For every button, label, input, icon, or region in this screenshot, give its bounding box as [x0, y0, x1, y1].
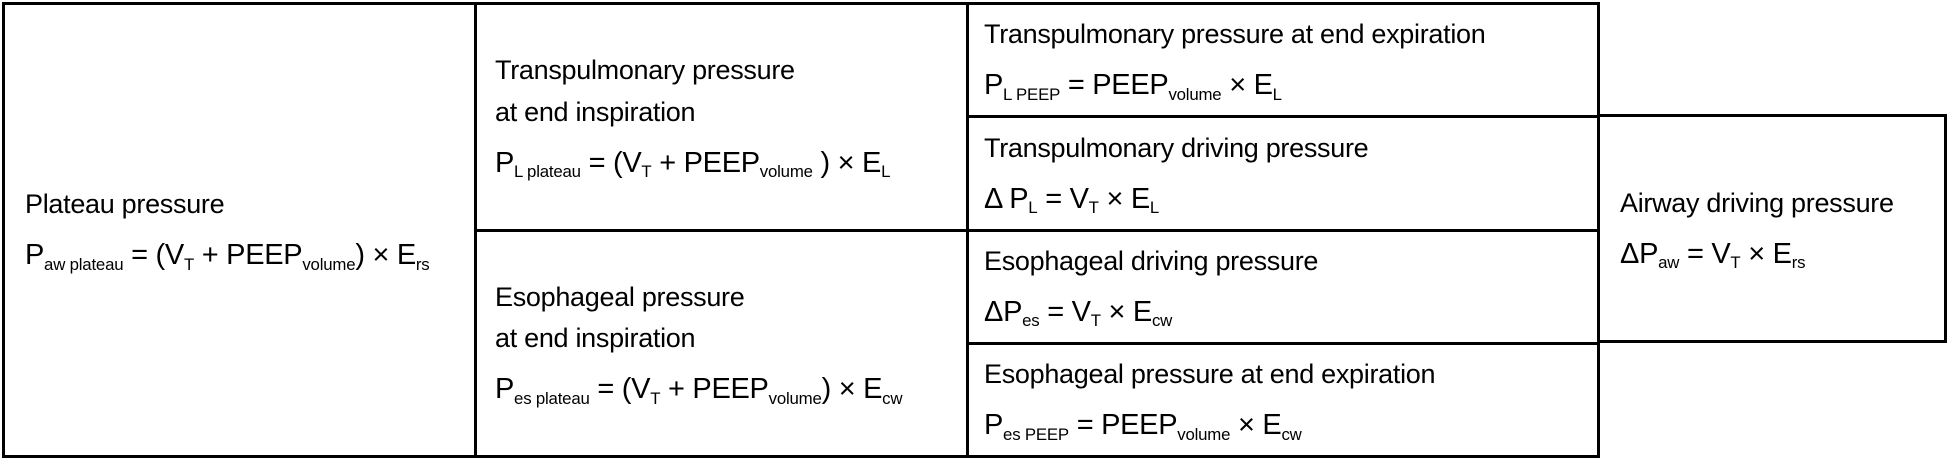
column-end-inspiration: [474, 5, 966, 455]
cell-formula: $\Delta P_{es} = V_T \times E_{cw}$: [984, 295, 1173, 331]
cell-esophageal-driving-pressure: [969, 229, 1597, 342]
column-expiration-driving: [966, 5, 1597, 455]
cell-esophageal-end-inspiration: [477, 229, 966, 456]
cell-title: Esophageal driving pressure: [984, 245, 1319, 276]
cell-transpulmonary-driving-pressure: [969, 115, 1597, 228]
cell-formula: $P_{es plateau} = (V_T$ + $PEEP_{volume}) \times E_{cw}$: [495, 373, 903, 408]
cell-esophageal-end-expiration: [969, 342, 1597, 455]
cell-formula: $\Delta P_{aw} = V_T \times E_{rs}$: [1620, 237, 1806, 273]
cell-formula: $P_{L PEEP}$ = $PEEP_{volume} \times E_L$: [984, 69, 1282, 104]
cell-title: Airway driving pressure: [1620, 187, 1894, 218]
main-table: [2, 2, 1600, 458]
cell-title: Transpulmonary pressure at end expiration: [984, 19, 1486, 50]
cell-title: at end inspiration: [495, 323, 696, 354]
cell-formula: $P_{es PEEP}$ = $PEEP_{volume} \times E_{cw}$: [984, 409, 1302, 444]
column-plateau: [5, 5, 474, 455]
cell-transpulmonary-end-inspiration: [477, 5, 966, 229]
cell-formula: $P_{L plateau} = (V_T$ + $PEEP_{volume}$ ) × $E_L$: [495, 146, 891, 182]
cell-title: Transpulmonary pressure: [495, 55, 795, 86]
cell-title: Transpulmonary driving pressure: [984, 132, 1369, 163]
cell-airway-driving-pressure: [1597, 114, 1947, 343]
cell-title: Esophageal pressure: [495, 281, 745, 312]
cell-plateau-pressure: [5, 5, 474, 455]
cell-title: at end inspiration: [495, 96, 696, 127]
cell-formula: Δ $P_L = V_T \times E_L$: [984, 182, 1160, 218]
cell-title: Esophageal pressure at end expiration: [984, 359, 1436, 390]
cell-transpulmonary-end-expiration: [969, 5, 1597, 115]
cell-title: Plateau pressure: [25, 189, 225, 220]
cell-formula: $P_{aw plateau} = (V_T$ + $PEEP_{volume}) \times E_{rs}$: [25, 239, 430, 274]
